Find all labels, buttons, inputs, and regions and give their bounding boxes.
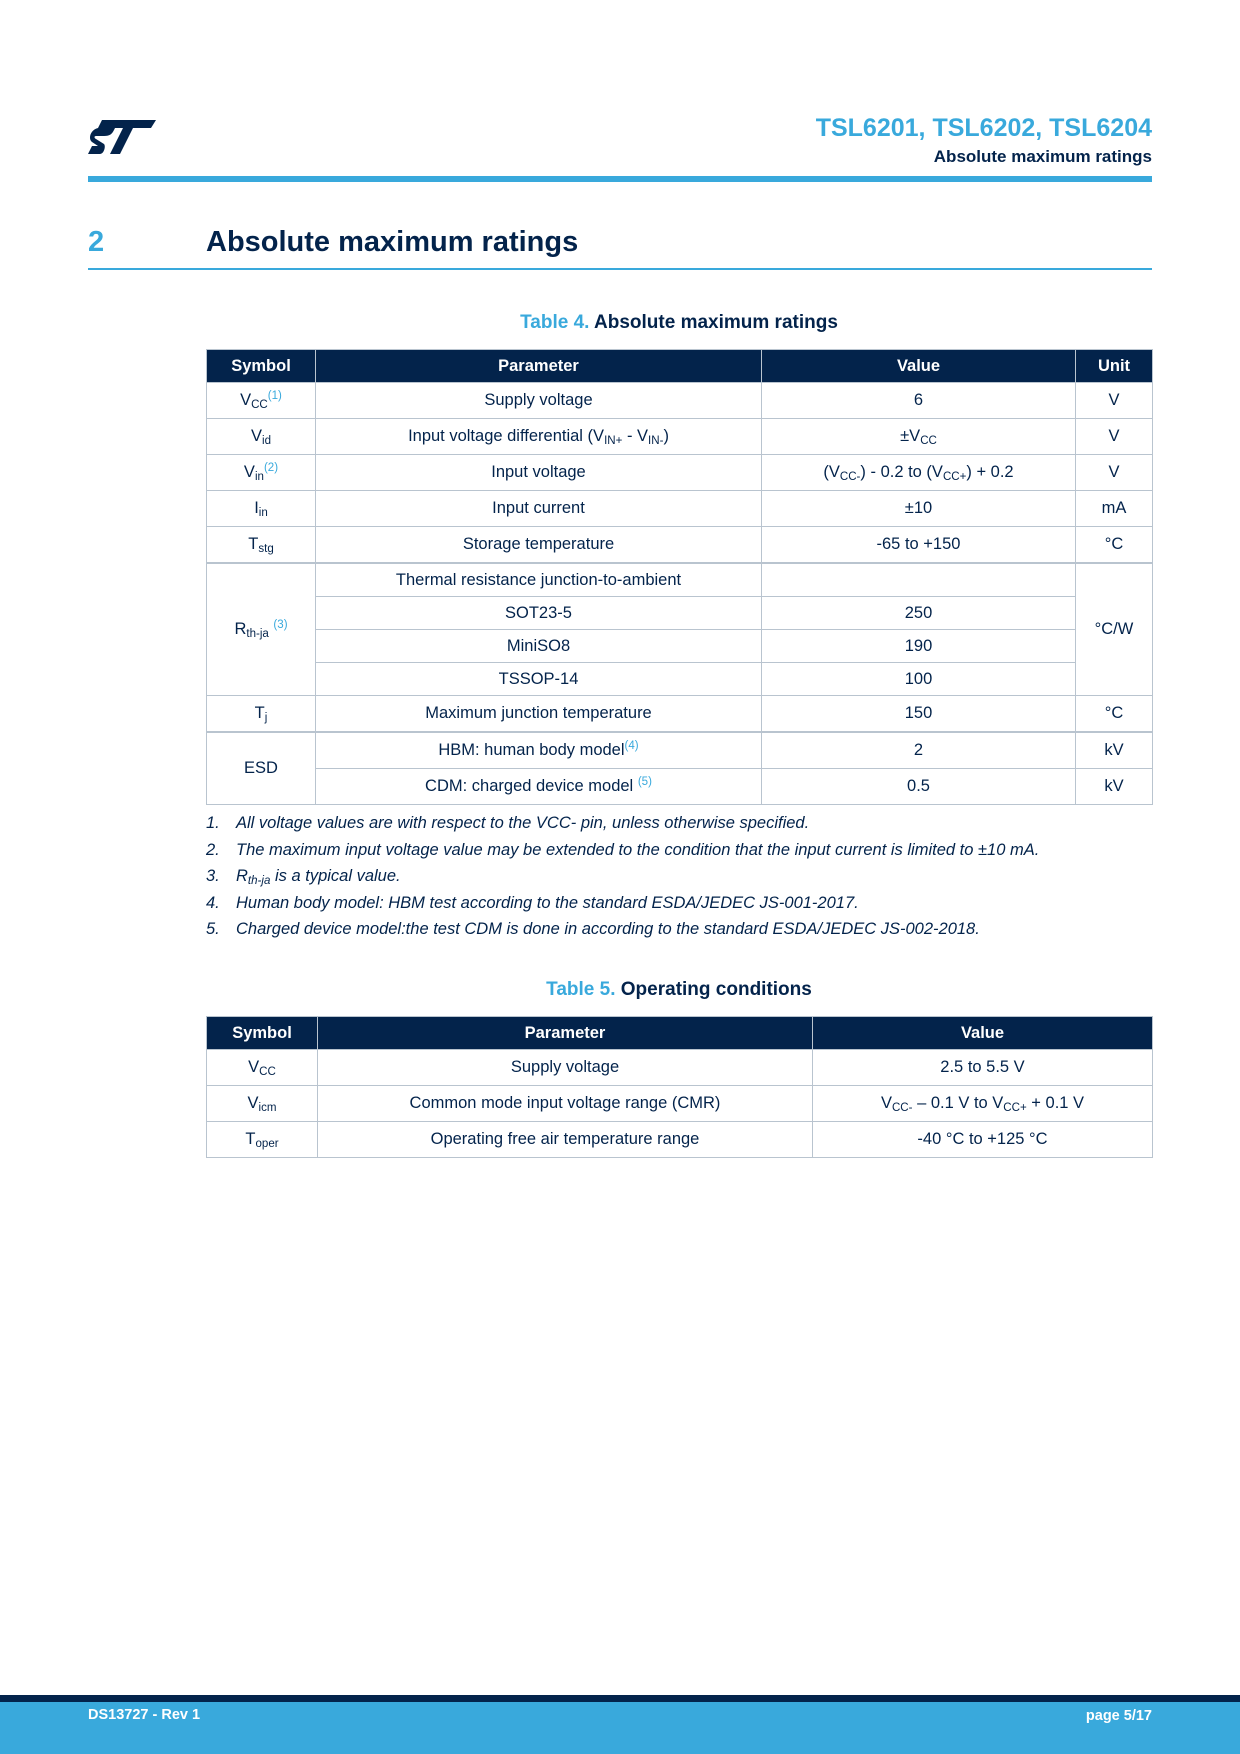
value-cell: -65 to +150 (762, 527, 1076, 564)
unit-cell: °C (1076, 696, 1153, 733)
footer-rule (0, 1695, 1240, 1702)
document-subtitle: Absolute maximum ratings (933, 147, 1152, 166)
table5-caption (206, 979, 1152, 1001)
symbol-cell: $R_{th-ja}$ $^{(3)}$ (207, 563, 316, 696)
table5-caption-number: Table 5. (546, 979, 616, 1000)
value-cell: 6 (762, 383, 1076, 419)
symbol-cell: $V_{CC}^{(1)}$ (207, 383, 316, 419)
table4-caption-number: Table 4. (520, 312, 590, 333)
parameter-cell: Thermal resistance junction-to-ambient (316, 563, 762, 597)
footnote-item: 2. The maximum input voltage value may be extended to the condition that the input current is limited to ±10 mA. (206, 840, 1040, 859)
st-logo-icon (88, 118, 156, 156)
unit-cell: mA (1076, 491, 1153, 527)
header-unit: Unit (1076, 350, 1153, 383)
header-parameter: Parameter (316, 350, 762, 383)
unit-cell: V (1076, 383, 1153, 419)
value-cell: 190 (762, 630, 1076, 663)
value-cell: ±10 (762, 491, 1076, 527)
section-title: Absolute maximum ratings (206, 226, 579, 258)
footnote-ref[interactable]: (5) (637, 776, 652, 788)
value-cell: 150 (762, 696, 1076, 733)
unit-cell: °C (1076, 527, 1153, 564)
header-symbol: Symbol (207, 350, 316, 383)
footer-page-number: page 5/17 (1085, 1708, 1152, 1724)
footnote-ref[interactable]: (1) (267, 390, 282, 402)
table-row (207, 1086, 1153, 1122)
parameter-cell: MiniSO8 (316, 630, 762, 663)
parameter-cell: Input current (316, 491, 762, 527)
unit-cell: V (1076, 419, 1153, 455)
symbol-cell: ESD (207, 732, 316, 805)
table-row (207, 1122, 1153, 1158)
header-value: Value (813, 1017, 1153, 1050)
table-row (207, 455, 1153, 491)
symbol-cell: $T_{stg}$ (207, 527, 316, 564)
footnote-item: 4. Human body model: HBM test according to the standard ESDA/JEDEC JS-001-2017. (206, 893, 859, 912)
table-header-row (207, 1017, 1153, 1050)
value-cell: -40 °C to +125 °C (813, 1122, 1153, 1158)
unit-cell: °C/W (1076, 563, 1153, 696)
parameter-cell: HBM: human body model$^{(4)}$ (316, 732, 762, 769)
unit-cell: kV (1076, 732, 1153, 769)
parameter-cell: Storage temperature (316, 527, 762, 564)
parameter-cell: Common mode input voltage range (CMR) (318, 1086, 813, 1122)
value-cell: $\pm V_{CC}$ (762, 419, 1076, 455)
footnote-item: 5. Charged device model:the test CDM is done in according to the standard ESDA/JEDEC JS-002-2018. (206, 920, 980, 939)
table-row (207, 769, 1153, 805)
parameter-cell: Input voltage (316, 455, 762, 491)
parameter-cell: TSSOP-14 (316, 663, 762, 696)
footnote-item: 3. $R_{th-ja}$ is a typical value. (206, 867, 401, 888)
footnote-item: 1. All voltage values are with respect to the VCC- pin, unless otherwise specified. (206, 814, 810, 832)
symbol-cell: $V_{in}^{(2)}$ (207, 455, 316, 491)
table5-caption-title: Operating conditions (620, 979, 812, 1000)
symbol-cell: $T_{oper}$ (207, 1122, 318, 1158)
parameter-cell: Supply voltage (316, 383, 762, 419)
value-cell: 2.5 to 5.5 V (813, 1050, 1153, 1086)
value-cell: $(V_{CC-}) - 0.2$ to $(V_{CC+}) + 0.2$ (762, 455, 1076, 491)
table4-caption-title: Absolute maximum ratings (594, 312, 838, 333)
parameter-cell: SOT23-5 (316, 597, 762, 630)
parameter-cell: Supply voltage (318, 1050, 813, 1086)
footnote-ref[interactable]: (2) (263, 462, 279, 474)
section-rule (88, 268, 1152, 270)
table4-footnotes (206, 810, 1152, 943)
table-row (207, 563, 1153, 597)
footnote-ref[interactable]: (4) (624, 740, 639, 752)
unit-cell: V (1076, 455, 1153, 491)
value-cell: 250 (762, 597, 1076, 630)
parameter-cell: Maximum junction temperature (316, 696, 762, 733)
symbol-cell: $I_{in}$ (207, 491, 316, 527)
parameter-cell: Operating free air temperature range (318, 1122, 813, 1158)
footnote-ref[interactable]: (3) (273, 619, 288, 631)
table-row (207, 527, 1153, 564)
table-row (207, 419, 1153, 455)
section-number: 2 (88, 226, 105, 258)
unit-cell: kV (1076, 769, 1153, 805)
table4-caption (206, 312, 1152, 334)
table-row (207, 630, 1153, 663)
symbol-cell: $V_{icm}$ (207, 1086, 318, 1122)
header-rule (88, 176, 1152, 182)
parameter-cell: Input voltage differential $(V_{IN+} - V_{IN-})$ (316, 419, 762, 455)
table-row (207, 491, 1153, 527)
table-row (207, 597, 1153, 630)
value-cell (762, 563, 1076, 597)
parameter-cell: CDM: charged device model $^{(5)}$ (316, 769, 762, 805)
document-title: TSL6201, TSL6202, TSL6204 (815, 114, 1152, 142)
absolute-max-ratings-table (206, 349, 1153, 805)
header-symbol: Symbol (207, 1017, 318, 1050)
table-row (207, 383, 1153, 419)
symbol-cell: $V_{CC}$ (207, 1050, 318, 1086)
table-row (207, 1050, 1153, 1086)
table-row (207, 732, 1153, 769)
value-cell: 0.5 (762, 769, 1076, 805)
operating-conditions-table (206, 1016, 1153, 1158)
table-row (207, 663, 1153, 696)
symbol-cell: $T_j$ (207, 696, 316, 733)
value-cell: 2 (762, 732, 1076, 769)
header-value: Value (762, 350, 1076, 383)
table-header-row (207, 350, 1153, 383)
footer-doc-id: DS13727 - Rev 1 (88, 1707, 201, 1723)
value-cell: 100 (762, 663, 1076, 696)
header-parameter: Parameter (318, 1017, 813, 1050)
symbol-cell: $V_{id}$ (207, 419, 316, 455)
value-cell: $V_{CC-} - 0.1$ V to $V_{CC+} + 0.1$ V (813, 1086, 1153, 1122)
table-row (207, 696, 1153, 733)
